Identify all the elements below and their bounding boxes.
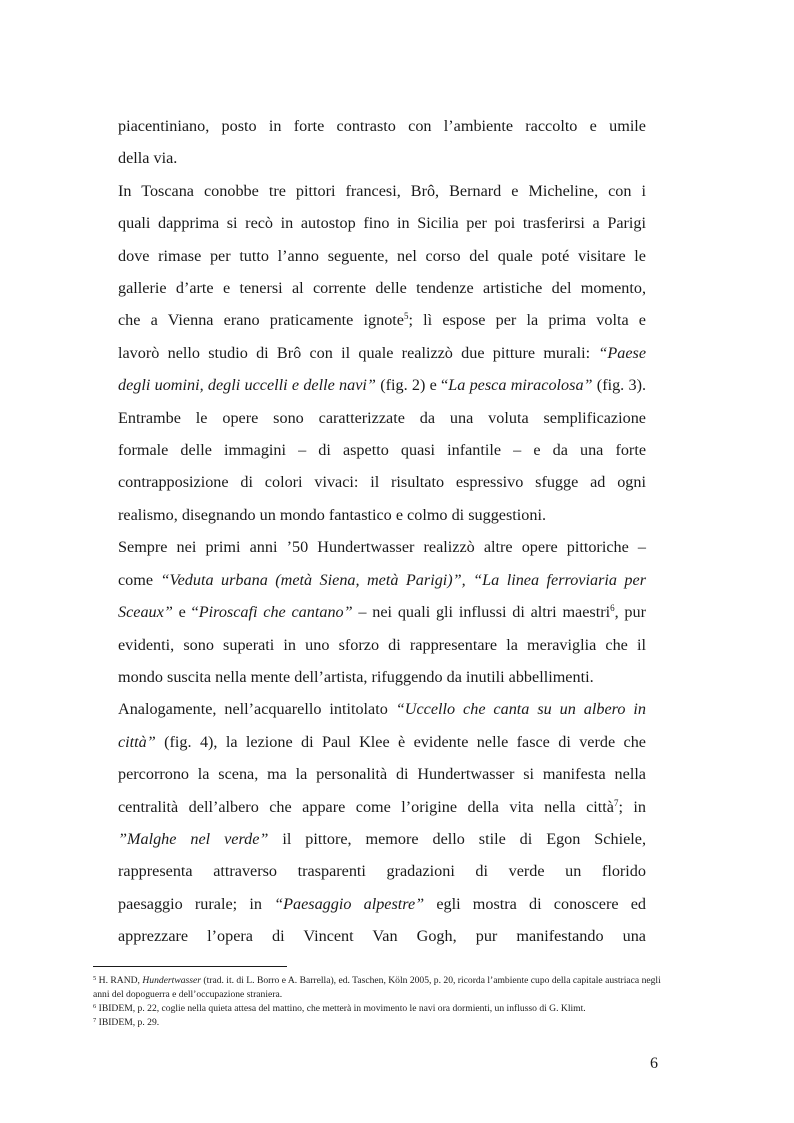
footnote xyxy=(93,1016,663,1030)
text-run: IBIDEM, p. 22, coglie nella quieta attesa del mattino, che metterà in movimento le navi ora dormienti, un influsso di G. Klimt. xyxy=(96,1003,586,1014)
text-run: egli mostra di conoscere ed xyxy=(424,894,646,913)
italic-title: Piroscafi che cantano” xyxy=(198,603,353,622)
text-run: realismo, disegnando un mondo fantastico e colmo di suggestioni. xyxy=(118,505,546,524)
text-run: lavorò nello studio di Brô con il quale realizzò due pitture murali: xyxy=(118,343,599,362)
text-run: Sempre nei primi anni ’50 Hundertwasser realizzò altre opere pittoriche – xyxy=(118,538,646,557)
text-line xyxy=(118,596,646,628)
text-line xyxy=(118,402,646,434)
text-run: contrapposizione di colori vivaci: il risultato espressivo sfugge ad ogni xyxy=(118,473,646,492)
text-line xyxy=(118,466,646,498)
page-number: 6 xyxy=(650,1055,658,1072)
text-run: IBIDEM, p. 29. xyxy=(96,1017,160,1028)
italic-title: “Veduta urbana (metà Siena, metà Parigi)”, “La linea ferroviaria per xyxy=(160,570,646,589)
text-run: H. RAND, xyxy=(96,975,143,986)
text-run: (fig. 2) e “ xyxy=(375,376,449,395)
text-line xyxy=(118,920,646,952)
text-line xyxy=(118,855,646,887)
text-run: evidenti, sono superati in uno sforzo di rappresentare la meraviglia che il xyxy=(118,635,646,654)
text-line xyxy=(118,791,646,823)
text-line xyxy=(118,434,646,466)
text-run: il pittore, memore dello stile di Egon Schiele, xyxy=(268,829,646,848)
italic-title: Sceaux” xyxy=(118,603,173,622)
text-line xyxy=(118,661,646,693)
text-run: apprezzare l’opera di Vincent Van Gogh, pur manifestando una xyxy=(118,927,646,946)
footnote-number: 5 xyxy=(93,975,97,982)
text-run: In Toscana conobbe tre pittori francesi, Brô, Bernard e Micheline, con i xyxy=(118,181,646,200)
italic-title: La pesca miracolosa” xyxy=(448,376,593,395)
text-run: paesaggio rurale; in xyxy=(118,894,275,913)
text-run: come xyxy=(118,570,161,589)
text-line xyxy=(118,110,646,142)
text-run: dove rimase per tutto l’anno seguente, nel corso del quale poté visitare le xyxy=(118,246,646,265)
text-run: ; in xyxy=(618,797,647,816)
footnote-ref: 5 xyxy=(403,311,409,322)
footnote-number: 6 xyxy=(93,1003,97,1010)
text-run: (fig. 3). xyxy=(592,376,647,395)
text-line xyxy=(118,693,646,725)
text-run: Analogamente, nell’acquarello intitolato xyxy=(118,700,396,719)
italic-title: degli uomini, degli uccelli e delle navi” xyxy=(118,376,376,395)
text-run: (trad. it. di L. Borro e A. Barrella), ed. Taschen, Köln 2005, p. 20, ricorda l’ambiente cupo della capitale austriaca negli anni del dopoguerra e dell’occupazione straniera. xyxy=(93,975,661,1000)
text-line xyxy=(118,758,646,790)
body-text xyxy=(118,110,646,953)
italic-title: “Paese xyxy=(598,343,646,362)
footnote xyxy=(93,1002,663,1016)
text-line xyxy=(118,240,646,272)
italic-title: “Uccello che canta su un albero in xyxy=(395,700,646,719)
italic-title: “Paesaggio alpestre” xyxy=(274,894,425,913)
text-line xyxy=(118,272,646,304)
text-line xyxy=(118,564,646,596)
text-run: quali dapprima si recò in autostop fino in Sicilia per poi trasferirsi a Parigi xyxy=(118,214,646,233)
text-line xyxy=(118,142,646,174)
text-line xyxy=(118,629,646,661)
footnote-separator xyxy=(93,966,287,967)
text-line xyxy=(118,888,646,920)
italic-title: Hundertwasser xyxy=(142,975,201,986)
text-run: della via. xyxy=(118,149,178,168)
text-run: che a Vienna erano praticamente ignote xyxy=(118,311,404,330)
text-run: e “ xyxy=(172,603,199,622)
text-line xyxy=(118,175,646,207)
text-run: gallerie d’arte e tenersi al corrente delle tendenze artistiche del momento, xyxy=(118,279,646,298)
footnote xyxy=(93,974,663,1002)
italic-title: ”Malghe nel verde” xyxy=(118,829,269,848)
text-run: , pur xyxy=(614,603,646,622)
text-line xyxy=(118,531,646,563)
text-line xyxy=(118,337,646,369)
text-run: ; lì espose per la prima volta e xyxy=(408,311,646,330)
text-line xyxy=(118,823,646,855)
text-run: percorrono la scena, ma la personalità di Hundertwasser si manifesta nella xyxy=(118,765,646,784)
footnotes xyxy=(93,974,663,1030)
text-line xyxy=(118,207,646,239)
text-run: formale delle immagini – di aspetto quasi infantile – e da una forte xyxy=(118,441,646,460)
text-run: – nei quali gli influssi di altri maestri xyxy=(352,603,611,622)
italic-title: città” xyxy=(118,732,156,751)
text-run: rappresenta attraverso trasparenti gradazioni di verde un florido xyxy=(118,862,646,881)
text-line xyxy=(118,499,646,531)
footnote-number: 7 xyxy=(93,1017,97,1024)
footnote-ref: 7 xyxy=(613,797,619,808)
text-run: mondo suscita nella mente dell’artista, rifuggendo da inutili abbellimenti. xyxy=(118,667,594,686)
text-run: centralità dell’albero che appare come l’origine della vita nella città xyxy=(118,797,614,816)
footnote-ref: 6 xyxy=(610,603,615,614)
text-line xyxy=(118,304,646,336)
text-run: (fig. 4), la lezione di Paul Klee è evidente nelle fasce di verde che xyxy=(155,732,646,751)
text-line xyxy=(118,369,646,401)
text-run: Entrambe le opere sono caratterizzate da una voluta semplificazione xyxy=(118,408,646,427)
text-line xyxy=(118,726,646,758)
text-run: piacentiniano, posto in forte contrasto con l’ambiente raccolto e umile xyxy=(118,117,646,135)
